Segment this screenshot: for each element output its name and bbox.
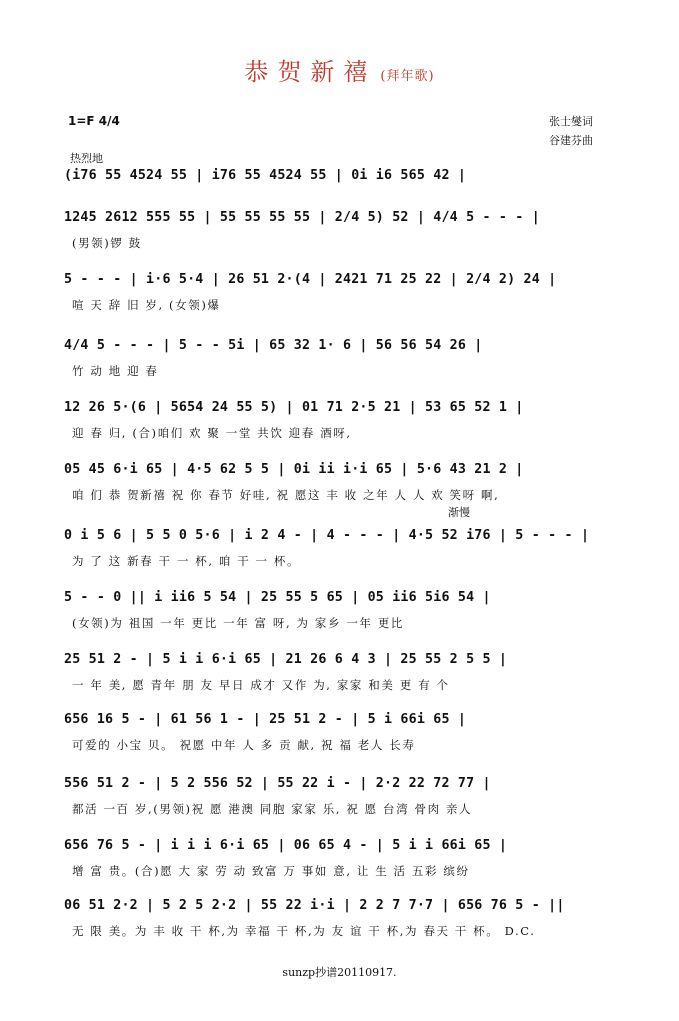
score-row bbox=[64, 712, 604, 758]
tempo-marking: 热烈地 bbox=[70, 152, 103, 165]
composer-credit: 谷建芬曲 bbox=[549, 134, 593, 147]
notation-line: 06 51 2·2 | 5 2 5 2·2 | 55 22 i·i | 2 2 7 7·7 | 656 76 5 - || bbox=[64, 898, 565, 913]
lyrics-line: 无 限 美。为 丰 收 干 杯,为 幸福 干 杯,为 友 谊 干 杯,为 春天 干 杯。 D.C. bbox=[72, 924, 536, 938]
notation-line: 4/4 5 - - - | 5 - - 5i | 65 32 1· 6 | 56 56 54 26 | bbox=[64, 338, 483, 353]
lyrics-line: 竹 动 地 迎 春 bbox=[72, 364, 159, 378]
notation-line: 12 26 5·(6 | 5654 24 55 5) | 01 71 2·5 21 | 53 65 52 1 | bbox=[64, 400, 524, 415]
notation-line: 05 45 6·i 65 | 4·5 62 5 5 | 0i ii i·i 65 | 5·6 43 21 2 | bbox=[64, 462, 524, 477]
notation-line: 5 - - - | i·6 5·4 | 26 51 2·(4 | 2421 71 25 22 | 2/4 2) 24 | bbox=[64, 272, 557, 287]
notation-line: (i76 55 4524 55 | i76 55 4524 55 | 0i i6 565 42 | bbox=[64, 168, 467, 183]
score-row bbox=[64, 838, 604, 884]
notation-line: 5 - - 0 || i ii6 5 54 | 25 55 5 65 | 05 ii6 5i6 54 | bbox=[64, 590, 491, 605]
lyricist-credit: 张士燮词 bbox=[549, 115, 593, 128]
score-row bbox=[64, 338, 604, 384]
score-title bbox=[0, 52, 679, 87]
subtitle-text: (拜年歌) bbox=[380, 69, 435, 84]
score-row bbox=[64, 528, 604, 574]
key-signature: 1=F 4/4 bbox=[68, 114, 120, 128]
lyrics-line: 喧 天 辞 旧 岁, (女领)爆 bbox=[72, 298, 221, 312]
lyrics-line: 一 年 美, 愿 青年 朋 友 早日 成才 又作 为, 家家 和美 更 有 个 bbox=[72, 678, 450, 692]
notation-line: 0 i 5 6 | 5 5 0 5·6 | i 2 4 - | 4 - - - | 4·5 52 i76 | 5 - - - | bbox=[64, 528, 590, 543]
lyrics-line: 可爱的 小宝 贝。 祝愿 中年 人 多 贡 献, 祝 福 老人 长寿 bbox=[72, 738, 416, 752]
notation-line: 656 16 5 - | 61 56 1 - | 25 51 2 - | 5 i 66i 65 | bbox=[64, 712, 467, 727]
score-row bbox=[64, 590, 604, 636]
transcriber-footer: sunzp抄谱20110917. bbox=[282, 966, 397, 979]
notation-line: 556 51 2 - | 5 2 556 52 | 55 22 i - | 2·2 22 72 77 | bbox=[64, 776, 491, 791]
score-row bbox=[64, 210, 604, 256]
credits bbox=[549, 112, 593, 150]
score-row bbox=[64, 400, 604, 446]
score-row bbox=[64, 776, 604, 822]
slowing-marking: 渐慢 bbox=[448, 506, 470, 519]
notation-line: 1245 2612 555 55 | 55 55 55 55 | 2/4 5) 52 | 4/4 5 - - - | bbox=[64, 210, 540, 225]
lyrics-line: 咱 们 恭 贺新禧 祝 你 春节 好哇, 祝 愿这 丰 收 之年 人 人 欢 笑呀 啊, bbox=[72, 488, 500, 502]
score-row bbox=[64, 898, 604, 944]
lyrics-line: (男领)锣 鼓 bbox=[72, 236, 142, 250]
lyrics-line: 增 富 贵。(合)愿 大 家 劳 动 致富 万 事如 意, 让 生 活 五彩 缤纷 bbox=[72, 864, 470, 878]
lyrics-line: 迎 春 归, (合)咱们 欢 聚 一堂 共饮 迎春 酒呀, bbox=[72, 426, 352, 440]
score-row bbox=[64, 168, 604, 214]
score-row bbox=[64, 652, 604, 698]
lyrics-line: (女领)为 祖国 一年 更比 一年 富 呀, 为 家乡 一年 更比 bbox=[72, 616, 404, 630]
lyrics-line: 都活 一百 岁,(男领)祝 愿 港澳 同胞 家家 乐, 祝 愿 台湾 骨肉 亲人 bbox=[72, 802, 473, 816]
title-text: 恭贺新禧 bbox=[244, 58, 377, 86]
score-row bbox=[64, 462, 604, 508]
notation-line: 25 51 2 - | 5 i i 6·i 65 | 21 26 6 4 3 | 25 55 2 5 5 | bbox=[64, 652, 508, 667]
score-row bbox=[64, 272, 604, 318]
lyrics-line: 为 了 这 新春 干 一 杯, 咱 干 一 杯。 bbox=[72, 554, 301, 568]
notation-line: 656 76 5 - | i i i 6·i 65 | 06 65 4 - | 5 i i 66i 65 | bbox=[64, 838, 508, 853]
